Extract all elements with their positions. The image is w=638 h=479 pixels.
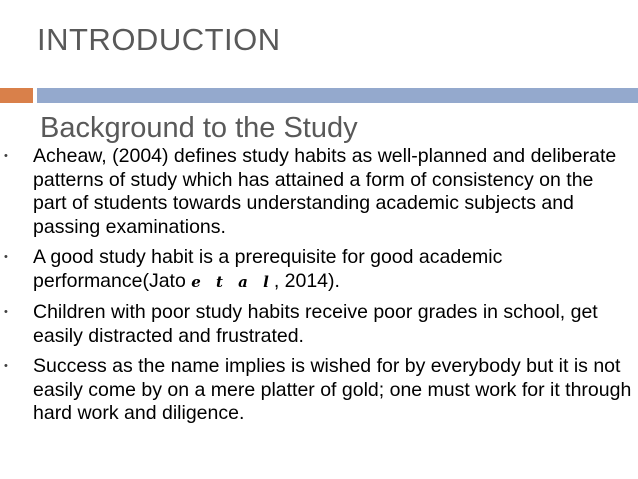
bullet-text-part: , 2014). <box>273 269 340 292</box>
bullet-text: Success as the name implies is wished for by everybody but it is not easily come by on a mere platter of gold; one must work for it through hard work and diligence. <box>33 355 632 424</box>
title-accent-bar <box>0 88 33 103</box>
slide-title: INTRODUCTION <box>37 22 281 57</box>
slide-subtitle: Background to the Study <box>40 112 358 144</box>
bullet-text-part: A good study habit is a prerequisite for good academic performance(Jato <box>33 246 503 292</box>
bullet-item <box>0 355 632 426</box>
bullet-list <box>0 145 632 433</box>
bullet-item <box>0 246 632 294</box>
et-al-emphasis: e t a l <box>191 272 274 291</box>
bullet-text: Children with poor study habits receive poor grades in school, get easily distracted and frustrated. <box>33 301 598 347</box>
bullet-dot-icon: • <box>4 150 8 162</box>
bullet-dot-icon: • <box>4 306 8 318</box>
title-divider-bar <box>37 88 638 103</box>
bullet-text <box>33 246 502 292</box>
bullet-dot-icon: • <box>4 251 8 263</box>
bullet-text: Acheaw, (2004) defines study habits as well-planned and deliberate patterns of study which has attained a form of consistency on the part of students towards understanding academic subjects and passing examinations. <box>33 145 617 238</box>
bullet-dot-icon: • <box>4 360 8 372</box>
bullet-item <box>0 301 632 348</box>
bullet-item <box>0 145 632 239</box>
